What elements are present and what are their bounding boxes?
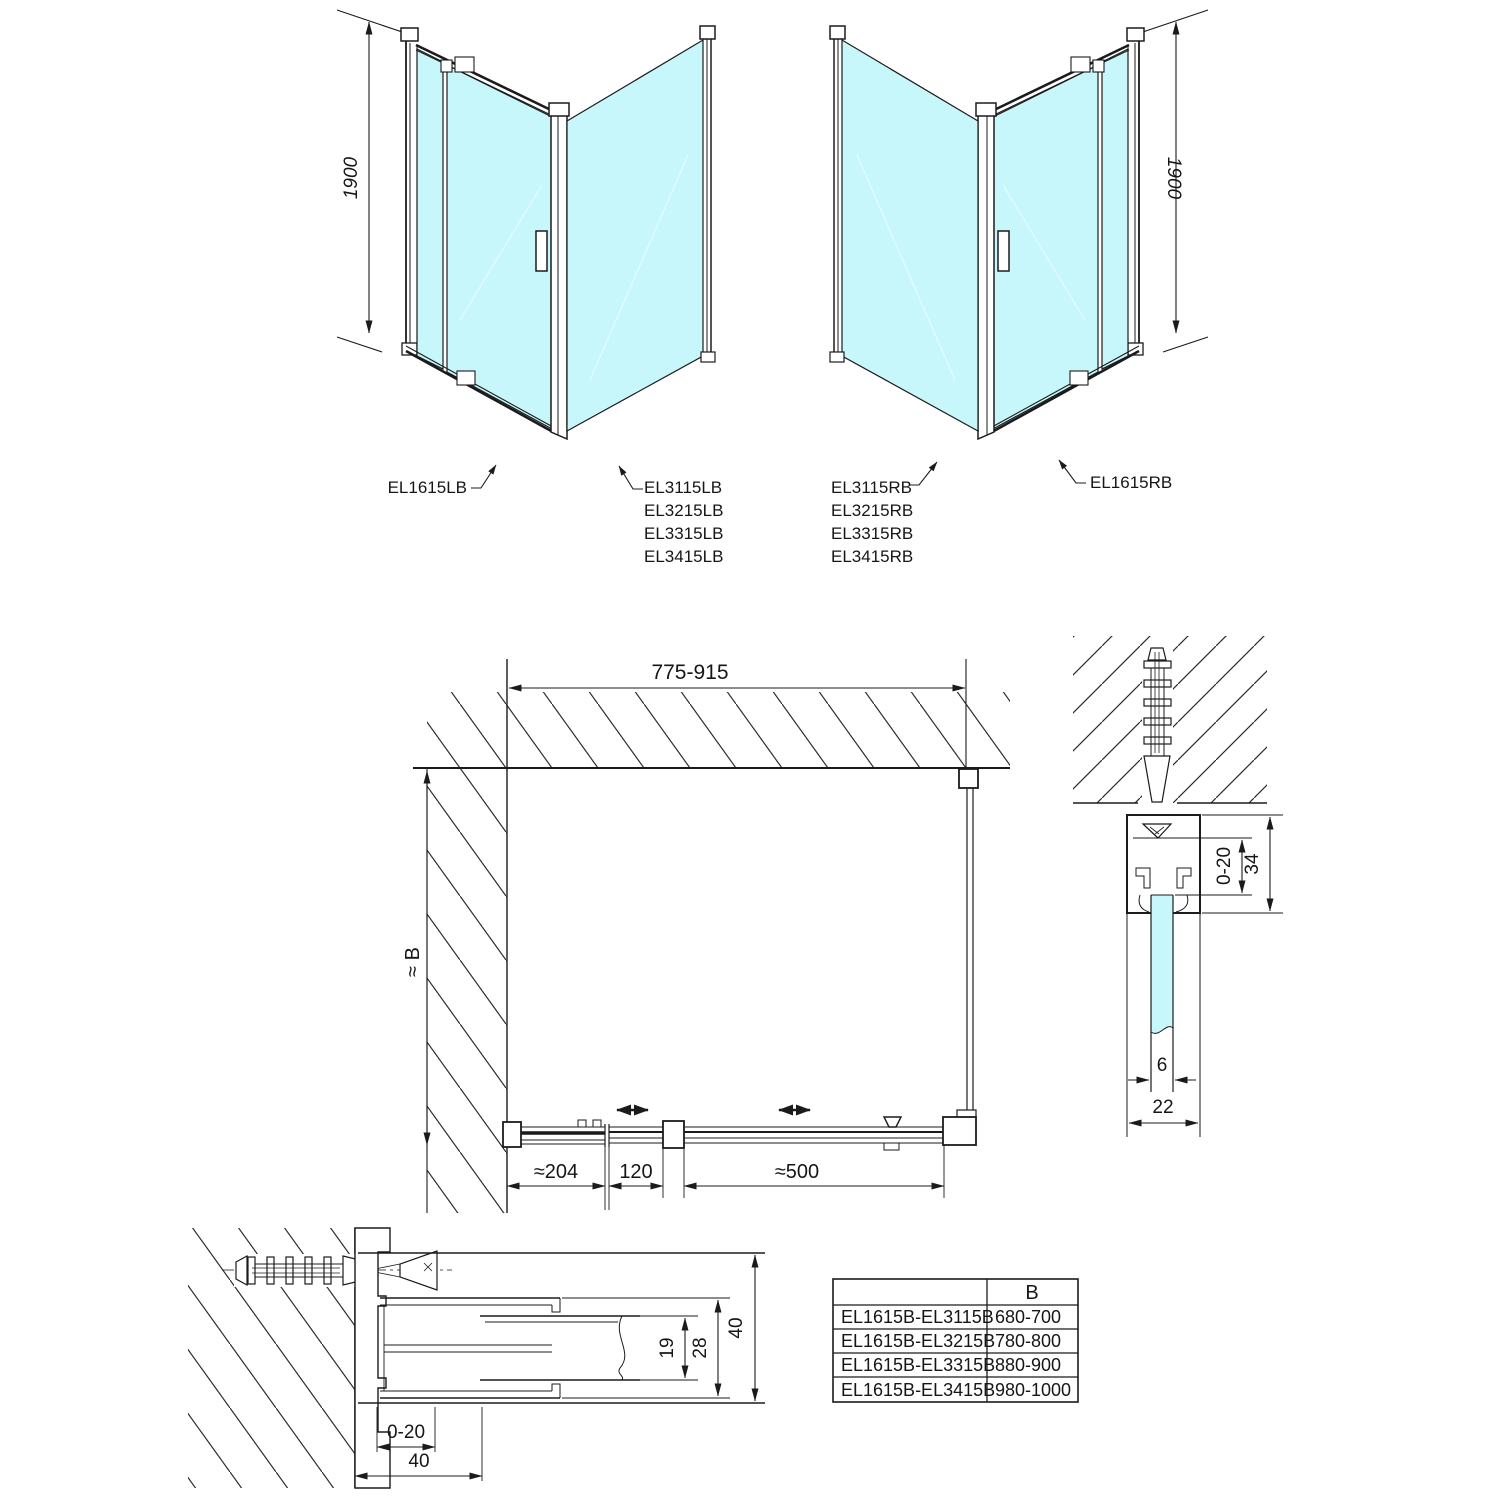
top-hinge xyxy=(455,57,474,72)
dim-extension-bottom xyxy=(337,337,382,352)
fixed-dimension-label: ≈204 xyxy=(533,1161,579,1183)
panel-model-label: EL3315RB xyxy=(831,524,914,543)
corner-cap xyxy=(549,103,569,116)
leader-line xyxy=(471,465,496,488)
height-dimension-label: 1900 xyxy=(1163,156,1184,200)
panel-model-label: EL3115RB xyxy=(831,478,912,497)
side-frame-foot xyxy=(701,352,715,362)
height-dimension-label: 1900 xyxy=(341,156,362,200)
door-handle xyxy=(536,231,547,271)
corner-bracket xyxy=(943,1117,976,1145)
table-row xyxy=(841,1380,1071,1400)
table-cell-models: EL1615B-EL3215B xyxy=(841,1331,996,1351)
bottom-profile-section xyxy=(188,1228,765,1488)
rail-tab xyxy=(578,1120,586,1127)
door-model-label: EL1615LB xyxy=(387,478,467,497)
table-cell-b: 680-700 xyxy=(995,1307,1062,1327)
table-cell-models: EL1615B-EL3115B xyxy=(841,1307,994,1327)
left-enclosure-geometry xyxy=(337,10,715,439)
glass-frame-label: 19 xyxy=(657,1337,678,1359)
outer-dimension-label: 40 xyxy=(726,1317,747,1339)
left-enclosure-view xyxy=(337,10,723,566)
panel-model-label: EL3215RB xyxy=(831,501,914,520)
table-cell-b: 880-900 xyxy=(995,1355,1062,1375)
bottom-hinge xyxy=(457,371,475,385)
table-cell-models: EL1615B-EL3315B xyxy=(841,1355,996,1375)
width-dimension-label: 40 xyxy=(408,1451,430,1472)
table-row xyxy=(841,1355,1061,1375)
profile-height-label: 34 xyxy=(1242,853,1263,875)
inner-dimension-label: 28 xyxy=(690,1337,711,1359)
wall-profile-section xyxy=(1073,636,1283,1137)
panel-model-label: EL3315LB xyxy=(644,524,724,543)
leader-line xyxy=(909,462,937,485)
leader-line xyxy=(619,466,643,489)
right-enclosure-view xyxy=(830,10,1208,566)
size-table xyxy=(833,1279,1078,1402)
corner-post xyxy=(551,107,567,439)
right-enclosure-geometry xyxy=(830,10,1208,439)
rail-tab xyxy=(593,1120,601,1127)
side-frame-cap xyxy=(700,26,715,39)
table-row xyxy=(841,1307,1061,1327)
pivot-block xyxy=(663,1121,684,1148)
profile-width-label: 22 xyxy=(1152,1097,1174,1118)
panel-break-line xyxy=(619,1316,625,1380)
door-dimension-label: 120 xyxy=(619,1161,653,1183)
frame-cap xyxy=(401,28,418,41)
width-dimension-label: 775-915 xyxy=(651,661,729,684)
panel-model-label: EL3415LB xyxy=(644,547,724,566)
door-knob-base xyxy=(884,1143,899,1150)
panel-model-label: EL3215LB xyxy=(644,501,724,520)
wall-plug-tip xyxy=(1148,648,1166,660)
glass-thickness-label: 6 xyxy=(1156,1055,1168,1076)
side-glass-panel xyxy=(567,40,703,431)
plan-view xyxy=(402,659,1010,1213)
wall-bracket xyxy=(959,769,978,788)
opening-dimension-label: ≈500 xyxy=(774,1161,820,1183)
table-cell-b: 980-1000 xyxy=(995,1380,1072,1400)
table-row xyxy=(841,1331,1061,1351)
depth-dimension-label: ≈ B xyxy=(402,947,424,977)
sliding-profile xyxy=(380,1298,560,1398)
fixed-glass-strip xyxy=(417,49,443,369)
top-hinge-small xyxy=(441,60,452,72)
wall-profile-block xyxy=(503,1122,521,1147)
door-model-label: EL1615RB xyxy=(1090,473,1173,492)
table-cell-b: 780-800 xyxy=(995,1331,1062,1351)
door-knob xyxy=(884,1117,901,1127)
glass-pane xyxy=(1151,895,1173,1033)
adjust-dimension-label: 0-20 xyxy=(386,1422,426,1443)
panel-model-label: EL3115LB xyxy=(644,478,723,497)
leader-line xyxy=(1059,460,1086,483)
table-cell-models: EL1615B-EL3415B xyxy=(841,1380,996,1400)
adjust-dimension-label: 0-20 xyxy=(1214,846,1235,886)
table-header-b: B xyxy=(1025,1282,1039,1304)
panel-model-label: EL3415RB xyxy=(831,547,914,566)
